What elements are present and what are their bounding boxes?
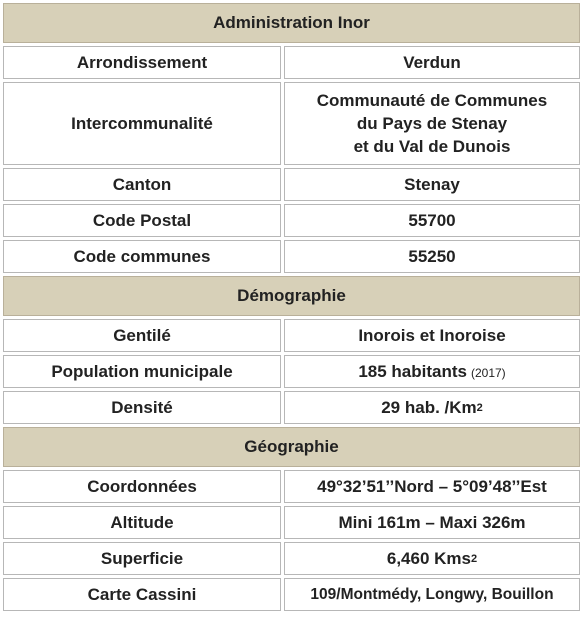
population-value: 185 habitants (358, 362, 467, 381)
table-row (3, 542, 580, 575)
table-row (3, 46, 580, 79)
table-row (3, 319, 580, 352)
row-label: Altitude (3, 506, 281, 539)
row-label: Population municipale (3, 355, 281, 388)
row-label: Canton (3, 168, 281, 201)
row-value (284, 82, 580, 165)
row-value: Inorois et Inoroise (284, 319, 580, 352)
table-row (3, 355, 580, 388)
population-year: (2017) (470, 366, 506, 380)
row-value: 55700 (284, 204, 580, 237)
row-label: Coordonnées (3, 470, 281, 503)
row-value: 109/Montmédy, Longwy, Bouillon (284, 578, 580, 611)
table-row (3, 240, 580, 273)
row-value: 29 hab. /Km 2 (284, 391, 580, 424)
value-line: Communauté de Communes (316, 91, 548, 110)
row-value: Verdun (284, 46, 580, 79)
info-table (3, 3, 580, 614)
table-row (3, 391, 580, 424)
row-value: 6,460 Kms 2 (284, 542, 580, 575)
row-label: Densité (3, 391, 281, 424)
row-value: Mini 161m – Maxi 326m (284, 506, 580, 539)
row-label: Intercommunalité (3, 82, 281, 165)
row-label: Carte Cassini (3, 578, 281, 611)
row-value: 55250 (284, 240, 580, 273)
row-label: Code Postal (3, 204, 281, 237)
table-row (3, 578, 580, 611)
table-row (3, 506, 580, 539)
table-row (3, 204, 580, 237)
table-row (3, 470, 580, 503)
section-header-administration: Administration Inor (3, 3, 580, 43)
value-line: et du Val de Dunois (353, 137, 511, 156)
row-value: 49°32’51’’Nord – 5°09’48’’Est (284, 470, 580, 503)
row-value: Stenay (284, 168, 580, 201)
area-value: 6,460 Kms (386, 549, 471, 568)
density-value: 29 hab. /Km (381, 398, 477, 417)
value-line: du Pays de Stenay (356, 114, 508, 133)
row-label: Code communes (3, 240, 281, 273)
row-label: Arrondissement (3, 46, 281, 79)
row-value (284, 355, 580, 388)
table-row (3, 168, 580, 201)
section-header-demographie: Démographie (3, 276, 580, 316)
table-row (3, 82, 580, 165)
section-header-geographie: Géographie (3, 427, 580, 467)
row-label: Superficie (3, 542, 281, 575)
row-label: Gentilé (3, 319, 281, 352)
